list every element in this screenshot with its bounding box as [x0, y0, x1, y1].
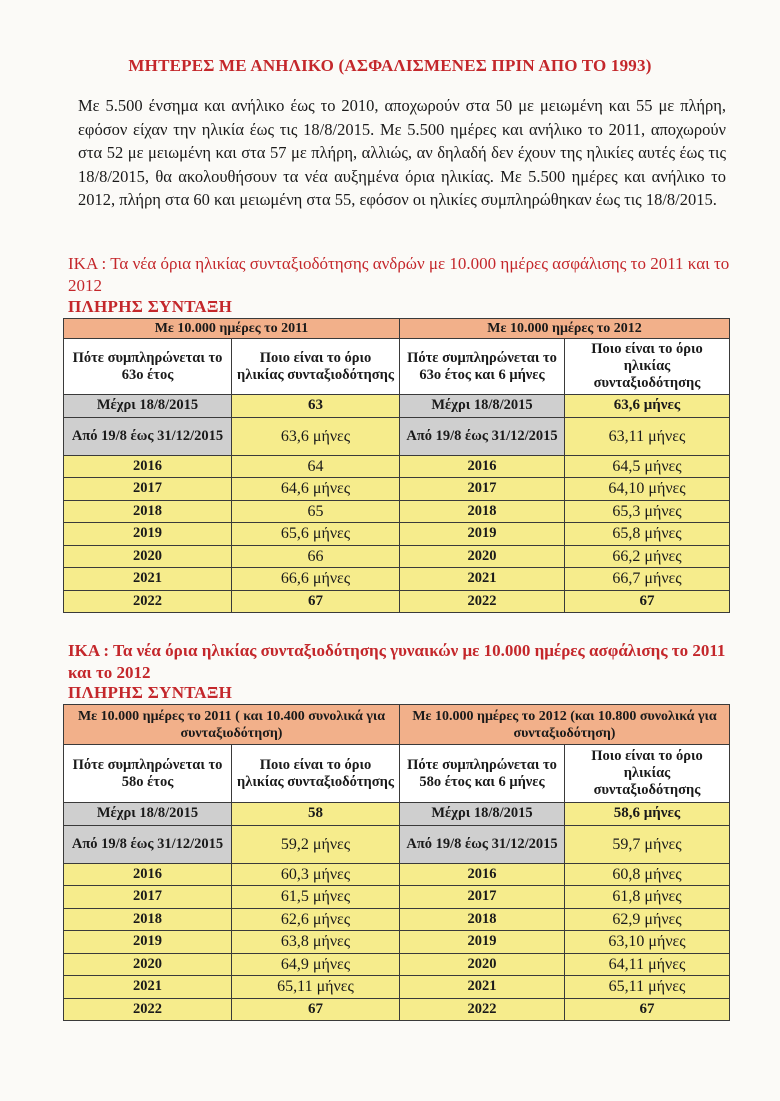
row-age-limit-cell: 61,5 μήνες: [232, 886, 400, 909]
row-age-limit-cell: 64,9 μήνες: [232, 953, 400, 976]
row-age-limit-cell: 58,6 μήνες: [565, 803, 730, 826]
table-row: [64, 545, 730, 568]
row-period-cell: Από 19/8 έως 31/12/2015: [400, 417, 565, 455]
row-age-limit-cell: 64,10 μήνες: [565, 478, 730, 501]
group-header-2011: Με 10.000 ημέρες το 2011 ( και 10.400 συνολικά για συνταξιοδότηση): [64, 705, 400, 745]
row-period-cell: 2022: [400, 590, 565, 613]
row-age-limit-cell: 65: [232, 500, 400, 523]
table-row: [64, 590, 730, 613]
row-age-limit-cell: 65,6 μήνες: [232, 523, 400, 546]
row-period-cell: 2019: [400, 931, 565, 954]
table-row: [64, 863, 730, 886]
row-period-cell: 2018: [64, 908, 232, 931]
row-age-limit-cell: 67: [565, 998, 730, 1021]
row-age-limit-cell: 59,2 μήνες: [232, 825, 400, 863]
column-header-when: Πότε συμπληρώνεται το 58ο έτος και 6 μήνες: [400, 745, 565, 803]
row-age-limit-cell: 60,3 μήνες: [232, 863, 400, 886]
row-age-limit-cell: 58: [232, 803, 400, 826]
table-row: [64, 568, 730, 591]
row-age-limit-cell: 64,5 μήνες: [565, 455, 730, 478]
group-header-2012: Με 10.000 ημέρες το 2012 (και 10.800 συνολικά για συνταξιοδότηση): [400, 705, 730, 745]
row-age-limit-cell: 65,11 μήνες: [565, 976, 730, 999]
row-period-cell: Μέχρι 18/8/2015: [400, 395, 565, 418]
row-period-cell: 2020: [400, 545, 565, 568]
table-column-header-row: [64, 339, 730, 395]
women-section-subheading: ΠΛΗΡΗΣ ΣΥΝΤΑΞΗ: [68, 683, 233, 702]
row-period-cell: 2017: [400, 478, 565, 501]
table-row: [64, 523, 730, 546]
table-row: [64, 931, 730, 954]
column-header-age-limit: Ποιο είναι το όριο ηλικίας συνταξιοδότησης: [565, 745, 730, 803]
men-pension-table: [63, 318, 730, 613]
row-age-limit-cell: 66,6 μήνες: [232, 568, 400, 591]
table-column-header-row: [64, 745, 730, 803]
column-header-when: Πότε συμπληρώνεται το 63ο έτος και 6 μήνες: [400, 339, 565, 395]
table-row: [64, 886, 730, 909]
women-table-body: [64, 803, 730, 1021]
row-period-cell: 2018: [400, 908, 565, 931]
table-group-header-row: [64, 705, 730, 745]
row-period-cell: 2016: [64, 455, 232, 478]
table-row: [64, 953, 730, 976]
table-row: [64, 417, 730, 455]
row-period-cell: 2018: [400, 500, 565, 523]
row-age-limit-cell: 63,6 μήνες: [565, 395, 730, 418]
row-period-cell: 2016: [400, 455, 565, 478]
row-age-limit-cell: 59,7 μήνες: [565, 825, 730, 863]
men-table-body: [64, 395, 730, 613]
row-period-cell: 2018: [64, 500, 232, 523]
row-period-cell: 2019: [64, 523, 232, 546]
row-period-cell: Από 19/8 έως 31/12/2015: [400, 825, 565, 863]
column-header-age-limit: Ποιο είναι το όριο ηλικίας συνταξιοδότησης: [232, 745, 400, 803]
row-period-cell: 2020: [400, 953, 565, 976]
row-age-limit-cell: 66: [232, 545, 400, 568]
row-period-cell: Από 19/8 έως 31/12/2015: [64, 825, 232, 863]
row-period-cell: 2021: [400, 568, 565, 591]
row-period-cell: 2017: [64, 886, 232, 909]
intro-paragraph: Με 5.500 ένσημα και ανήλικο έως το 2010, αποχωρούν στα 50 με μειωμένη και 55 με πλήρη, εφόσον είχαν την ηλικία έως τις 18/8/2015. Με 5.500 ημέρες και ανήλικο το 2011, αποχωρούν στα 52 με μειωμένη και στα 57 με πλήρη, αλλιώς, αν δηλαδή δεν έχουν της ηλικίες αυτές έως τις 18/8/2015, θα ακολουθήσουν τα νέα αυξημένα όρια ηλικίας. Με 5.500 ημέρες και ανήλικο το 2012, πλήρη στα 60 και μειωμένη στα 55, εφόσον οι ηλικίες συμπληρώθηκαν έως τις 18/8/2015.: [78, 96, 726, 210]
table-row: [64, 908, 730, 931]
row-period-cell: 2022: [400, 998, 565, 1021]
row-age-limit-cell: 65,3 μήνες: [565, 500, 730, 523]
men-section-subheading: ΠΛΗΡΗΣ ΣΥΝΤΑΞΗ: [68, 297, 233, 316]
column-header-age-limit: Ποιο είναι το όριο ηλικίας συνταξιοδότησης: [232, 339, 400, 395]
row-period-cell: 2021: [64, 976, 232, 999]
table-row: [64, 478, 730, 501]
group-header-2011: Με 10.000 ημέρες το 2011: [64, 319, 400, 339]
row-period-cell: 2019: [64, 931, 232, 954]
row-age-limit-cell: 64,11 μήνες: [565, 953, 730, 976]
men-section-heading: ΙΚΑ : Τα νέα όρια ηλικίας συνταξιοδότησης ανδρών με 10.000 ημέρες ασφάλισης το 2011 και το 2012: [68, 254, 730, 295]
row-age-limit-cell: 65,8 μήνες: [565, 523, 730, 546]
row-period-cell: Μέχρι 18/8/2015: [64, 395, 232, 418]
table-row: [64, 825, 730, 863]
row-age-limit-cell: 64: [232, 455, 400, 478]
row-age-limit-cell: 60,8 μήνες: [565, 863, 730, 886]
row-period-cell: 2017: [64, 478, 232, 501]
row-period-cell: Μέχρι 18/8/2015: [64, 803, 232, 826]
row-period-cell: 2019: [400, 523, 565, 546]
row-period-cell: Μέχρι 18/8/2015: [400, 803, 565, 826]
column-header-when: Πότε συμπληρώνεται το 58ο έτος: [64, 745, 232, 803]
row-period-cell: Από 19/8 έως 31/12/2015: [64, 417, 232, 455]
row-age-limit-cell: 61,8 μήνες: [565, 886, 730, 909]
row-age-limit-cell: 63,11 μήνες: [565, 417, 730, 455]
page-title: ΜΗΤΕΡΕΣ ΜΕ ΑΝΗΛΙΚΟ (ΑΣΦΑΛΙΣΜΕΝΕΣ ΠΡΙΝ ΑΠΟ ΤΟ 1993): [128, 56, 652, 75]
table-row: [64, 395, 730, 418]
row-age-limit-cell: 67: [232, 590, 400, 613]
row-age-limit-cell: 65,11 μήνες: [232, 976, 400, 999]
group-header-2012: Με 10.000 ημέρες το 2012: [400, 319, 730, 339]
row-age-limit-cell: 67: [232, 998, 400, 1021]
row-period-cell: 2021: [64, 568, 232, 591]
women-pension-table: [63, 704, 730, 1021]
row-period-cell: 2020: [64, 545, 232, 568]
row-age-limit-cell: 62,9 μήνες: [565, 908, 730, 931]
row-age-limit-cell: 66,2 μήνες: [565, 545, 730, 568]
column-header-age-limit: Ποιο είναι το όριο ηλικίας συνταξιοδότησης: [565, 339, 730, 395]
row-age-limit-cell: 62,6 μήνες: [232, 908, 400, 931]
table-row: [64, 976, 730, 999]
row-age-limit-cell: 64,6 μήνες: [232, 478, 400, 501]
column-header-when: Πότε συμπληρώνεται το 63ο έτος: [64, 339, 232, 395]
row-age-limit-cell: 63,8 μήνες: [232, 931, 400, 954]
table-group-header-row: [64, 319, 730, 339]
row-age-limit-cell: 63,10 μήνες: [565, 931, 730, 954]
row-period-cell: 2022: [64, 590, 232, 613]
women-section-heading: ΙΚΑ : Τα νέα όρια ηλικίας συνταξιοδότησης γυναικών με 10.000 ημέρες ασφάλισης το 2011 και το 2012: [68, 641, 726, 682]
row-period-cell: 2021: [400, 976, 565, 999]
row-period-cell: 2016: [64, 863, 232, 886]
row-period-cell: 2016: [400, 863, 565, 886]
table-row: [64, 998, 730, 1021]
table-row: [64, 455, 730, 478]
row-period-cell: 2022: [64, 998, 232, 1021]
table-row: [64, 500, 730, 523]
row-period-cell: 2017: [400, 886, 565, 909]
row-age-limit-cell: 66,7 μήνες: [565, 568, 730, 591]
table-row: [64, 803, 730, 826]
row-period-cell: 2020: [64, 953, 232, 976]
row-age-limit-cell: 63,6 μήνες: [232, 417, 400, 455]
row-age-limit-cell: 63: [232, 395, 400, 418]
row-age-limit-cell: 67: [565, 590, 730, 613]
